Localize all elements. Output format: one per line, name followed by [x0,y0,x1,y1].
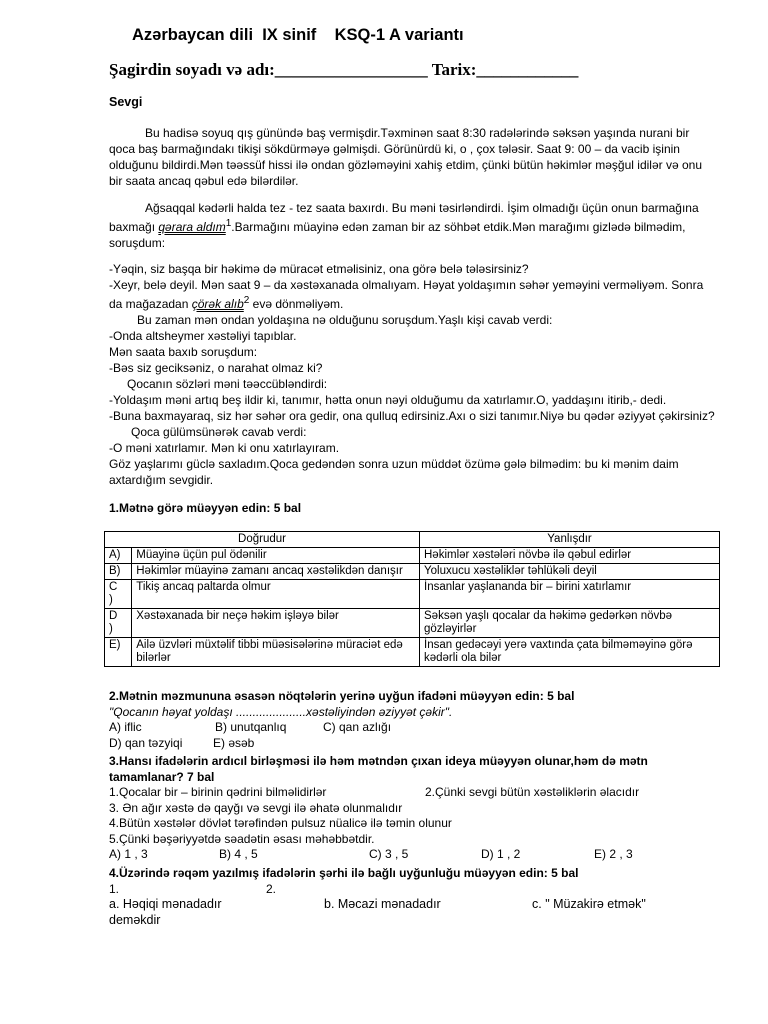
paragraph-2-end: .Barmağını müayinə edən zaman bir az söhbət etdik.Mən marağımı gizlədə bilmədim, soruşdum: [109,220,686,250]
question-4 [109,866,721,928]
option-e: E) 2 , 3 [594,847,633,861]
dialogue-line: -Bəs siz geciksəniz, o narahat olmaz ki? [109,361,323,375]
dialogue-block [109,261,715,488]
option-b: B) 4 , 5 [219,847,258,861]
question-3 [109,754,721,863]
underlined-phrase-2: çörək alıb [191,297,244,311]
table-header-row [105,532,720,548]
option-d: D) 1 , 2 [481,847,521,861]
false-statement: Həkimlər xəstələri növbə ilə qəbul edirlər [420,548,720,564]
question-2-options-row-1 [109,720,721,736]
table-row [105,548,720,564]
option-a: A) iflic [109,720,142,734]
option-a: A) 1 , 3 [109,847,148,861]
table-row [105,609,720,638]
dialogue-line-end: evə dönməliyəm. [249,297,344,311]
question-3-options-row [109,847,721,863]
sentence-1: 1.Qocalar bir – birinin qədrini bilməlidirlər [109,785,327,799]
paragraph-2-start: Ağsaqqal kədərli halda tez - tez saata baxırdı. Bu məni təsirləndirdi. İşim olmadığı üçün onun barmağına baxmağı [109,201,699,234]
option-c: C) 3 , 5 [369,847,409,861]
true-false-table [104,531,720,667]
dialogue-line: -Onda altsheymer xəstəliyi tapıblar. [109,329,297,343]
dialogue-line: -Buna baxmayaraq, siz hər səhər ora gedir, ona qulluq edirsiniz.Axı o sizi tanımır.Niyə bu qədər əziyyət çəkirsiniz? [109,409,715,423]
option-a: a. Həqiqi mənadadır [109,897,222,911]
underlined-phrase-1: qərara aldım [158,220,226,234]
dialogue-line: Qoca gülümsünərək cavab verdi: [131,425,307,439]
table-row [105,564,720,580]
sentence-2: 2.Çünki sevgi bütün xəstəliklərin əlacıdır [425,785,640,799]
row-letter: D ) [105,609,132,638]
dialogue-line-start: -Xeyr, belə deyil. Mən saat 9 – da xəstəxanada olmalıyam. Həyat yoldaşımın səhər yeməyini verməliyəm. Sonra da mağazadan [109,278,704,311]
footnote-marker-1: 1 [225,218,232,229]
true-statement: Ailə üzvləri müxtəlif tibbi müəsisələrinə müraciət edə bilərlər [132,638,420,667]
table-row [105,638,720,667]
item-number-1: 1. [109,881,120,896]
sentence-4: 4.Bütün xəstələr dövlət tərəfindən pulsuz nüalicə ilə təmin olunur [109,816,452,830]
dialogue-line: Bu zaman mən ondan yoldaşına nə olduğunu soruşdum.Yaşlı kişi cavab verdi: [137,313,553,327]
student-name-date-line: Şagirdin soyadı və adı:__________________ Tarix:____________ [109,60,579,79]
false-statement: Səksən yaşlı qocalar da həkimə gedərkən növbə gözləyirlər [420,609,720,638]
row-letter: A) [105,548,132,564]
paragraph-1: Bu hadisə soyuq qış günündə baş vermişdir.Təxminən saat 8:30 radələrində səksən yaşında nurani bir qoca baş barmağındakı tikişi sökdürməyə gəlmişdi. Görünürdü ki, o , çox tələsir. Saat 9: 00 – da vacib işinin olduğunu bildirdi.Mən təəssüf hissi ilə ondan gözləməyini xahiş etdim, çünki bütün həkimlər məşğul idilər və onu bir saata ancaq qəbul edə bilərdilər. [109,126,702,188]
question-3-sentence-row [109,785,721,801]
true-statement: Tikiş ancaq paltarda olmur [132,580,420,609]
question-2-stem: "Qocanın həyat yoldaşı .....................xəstəliyindən əziyyət çəkir". [109,704,453,719]
column-header-false: Yanlışdır [420,532,720,548]
sentence-3: 3. Ən ağır xəstə də qayğı və sevgi ilə əhatə olunmalıdır [109,800,403,815]
question-4-title: 4.Üzərində rəqəm yazılmış ifadələrin şərhi ilə bağlı uyğunluğu müəyyən edin: 5 bal [109,866,579,880]
dialogue-line: -Yəqin, siz başqa bir həkimə də müracət etməlisiniz, ona görə belə tələsirsiniz? [109,262,529,276]
false-statement: İnsanlar yaşlananda bir – birini xatırlamır [420,580,720,609]
true-statement: Müayinə üçün pul ödənilir [132,548,420,564]
dialogue-line: -O məni xatırlamır. Mən ki onu xatırlayıram. [109,441,340,455]
sentence-5: 5.Çünki bəşəriyyətdə səadətin əsası məhəbbətdir. [109,831,375,846]
option-c-continuation: deməkdir [109,912,161,927]
dialogue-line: Göz yaşlarımı güclə saxladım.Qoca gedəndən sonra uzun müddət özümə gələ bilmədim: bu ki mənim daim axtardığım sevgidir. [109,457,679,487]
dialogue-line: Mən saata baxıb soruşdum: [109,345,258,359]
question-4-numbers-row [109,882,721,898]
table-row [105,580,720,609]
exam-title: Azərbaycan dili IX sinif KSQ-1 A variantı [132,26,464,44]
story-paragraph-2 [109,200,715,251]
row-letter: B) [105,564,132,580]
story-paragraph-1 [109,125,715,189]
item-number-2: 2. [266,881,277,896]
question-2-options-row-2 [109,736,721,752]
column-header-true: Doğrudur [105,532,420,548]
false-statement: Yoluxucu xəstəliklər təhlükəli deyil [420,564,720,580]
text-title: Sevgi [109,95,143,109]
dialogue-line: Qocanın sözləri məni təəccübləndirdi: [127,377,328,391]
dialogue-line [109,277,715,312]
option-b: b. Məcazi mənadadır [324,897,441,911]
option-d: D) qan təzyiqi [109,735,183,750]
row-letter: C ) [105,580,132,609]
question-4-options-row [109,897,721,913]
question-2 [109,689,721,751]
option-b: B) unutqanlıq [215,720,287,734]
row-letter: E) [105,638,132,667]
true-statement: Xəstəxanada bir neçə həkim işləyə bilər [132,609,420,638]
option-c: C) qan azlığı [323,720,392,734]
question-1-title: 1.Mətnə görə müəyyən edin: 5 bal [109,501,302,515]
true-statement: Həkimlər müayinə zamanı ancaq xəstəlikdən danışır [132,564,420,580]
question-3-title: 3.Hansı ifadələrin ardıcıl birləşməsi ilə həm mətndən çıxan ideya müəyyən olunar,həm də mətn tamamlanar? 7 bal [109,754,648,784]
option-c: c. " Müzakirə etmək" [532,897,646,911]
option-e: E) əsəb [213,735,255,750]
false-statement: İnsan gedəcəyi yerə vaxtında çata bilməməyinə görə kədərli ola bilər [420,638,720,667]
footnote-marker-2: 2 [243,295,250,306]
dialogue-line: -Yoldaşım məni artıq beş ildir ki, tanımır, hətta onun nəyi olduğumu da xatırlamır.O, yaddaşını itirib,- dedi. [109,393,667,407]
question-2-title: 2.Mətnin məzmununa əsasən nöqtələrin yerinə uyğun ifadəni müəyyən edin: 5 bal [109,689,575,703]
paragraph-2 [109,200,715,251]
